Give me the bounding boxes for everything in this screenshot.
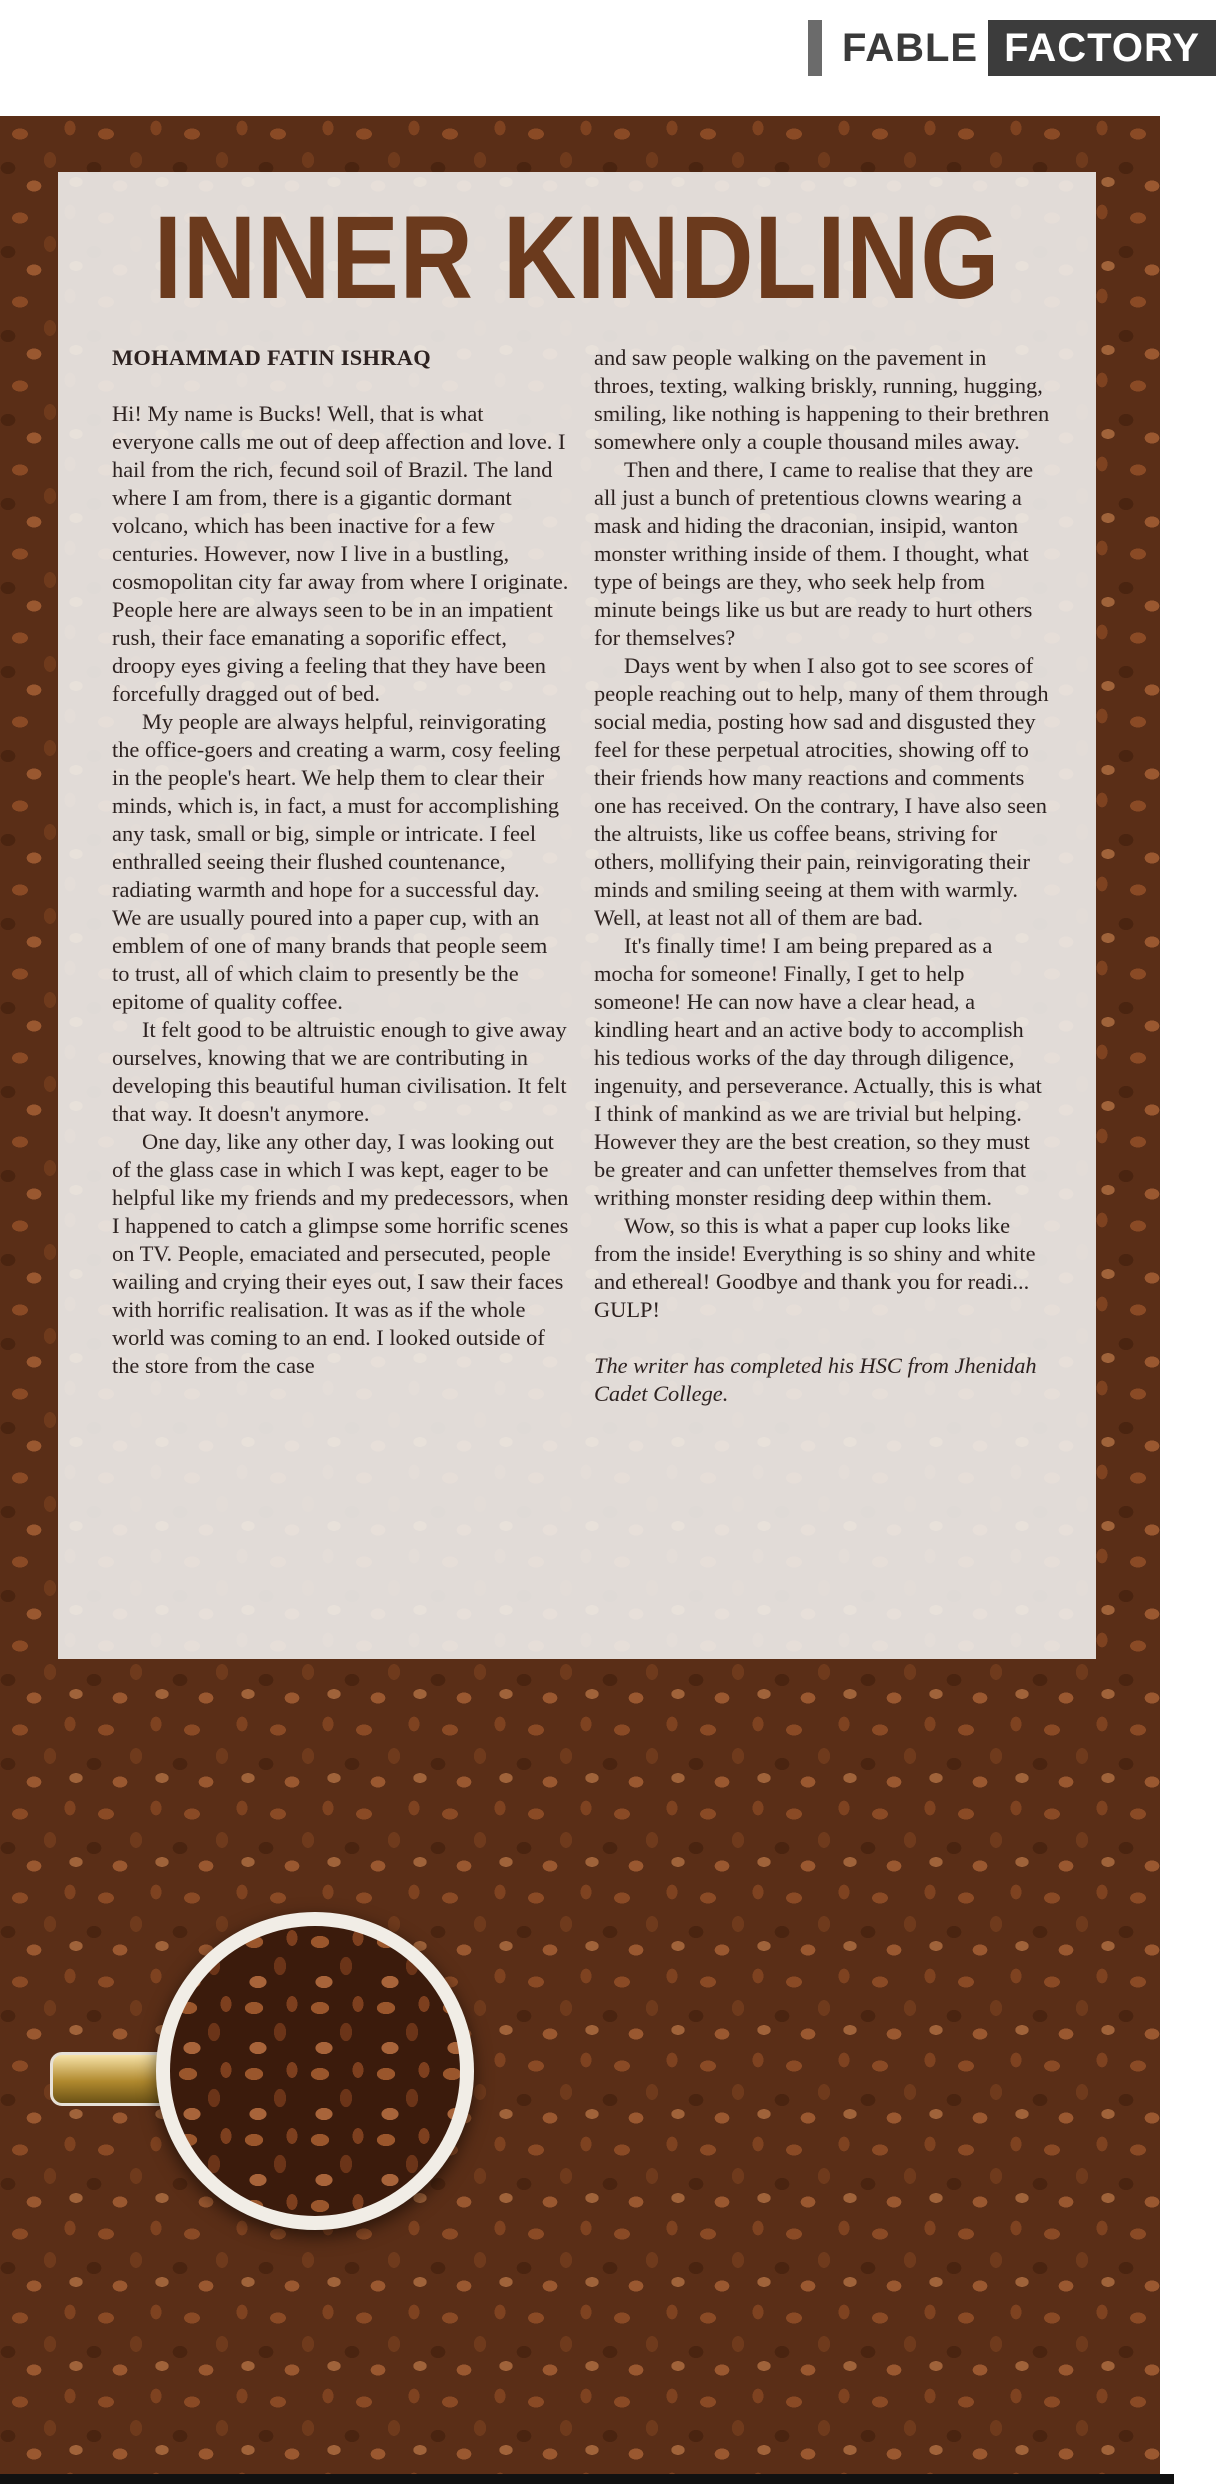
page-edge bbox=[1160, 116, 1174, 2484]
page-bottom-edge bbox=[0, 2474, 1174, 2484]
article-paragraph: My people are always helpful, reinvigorating the office-goers and creating a warm, cosy feeling in the people's heart. We help them to clear their minds, which is, in fact, a must for accomplishing any task, small or big, simple or intricate. I feel enthralled seeing their flushed countenance, radiating warmth and hope for a successful day. We are usually poured into a paper cup, with an emblem of one of many brands that people seem to trust, all of which claim to presently be the epitome of quality coffee. bbox=[112, 709, 561, 1014]
article-column-right bbox=[594, 344, 1050, 1408]
article-paragraph: Wow, so this is what a paper cup looks like from the inside! Everything is so shiny and white and ethereal! Goodbye and thank you for readi... GULP! bbox=[594, 1213, 1036, 1322]
author-byline: MOHAMMAD FATIN ISHRAQ bbox=[112, 345, 431, 370]
article-paragraph: It felt good to be altruistic enough to give away ourselves, knowing that we are contributing in developing this beautiful human civilisation. It felt that way. It doesn't anymore. bbox=[112, 1017, 567, 1126]
article-title: INNER KINDLING bbox=[153, 192, 1001, 324]
section-brand bbox=[808, 20, 1216, 76]
article-paragraph: Then and there, I came to realise that they are all just a bunch of pretentious clowns wearing a mask and hiding the draconian, insipid, wanton monster writhing inside of them. I thought, what type of beings are they, who seek help from minute beings like us but are ready to hurt others for themselves? bbox=[594, 457, 1034, 650]
article-paragraph: and saw people walking on the pavement in throes, texting, walking briskly, running, hugging, smiling, like nothing is happening to their brethren somewhere only a couple thousand miles away. bbox=[594, 345, 1050, 454]
article-column-left bbox=[112, 344, 570, 1380]
cup-rim bbox=[156, 1912, 474, 2230]
brand-word-fable: FABLE bbox=[842, 25, 979, 70]
article-paragraph: Days went by when I also got to see scores of people reaching out to help, many of them through social media, posting how sad and disgusted they feel for these perpetual atrocities, showing off to their friends how many reactions and comments one has received. On the contrary, I have also seen the altruists, like us coffee beans, striving for others, mollifying their pain, reinvigorating their minds and smiling seeing at them with warmly. Well, at least not all of them are bad. bbox=[594, 653, 1049, 930]
article-paragraph: Hi! My name is Bucks! Well, that is what everyone calls me out of deep affection and love. I hail from the rich, fecund soil of Brazil. The land where I am from, there is a gigantic dormant volcano, which has been inactive for a few centuries. However, now I live in a bustling, cosmopolitan city far away from where I originate. People here are always seen to be in an impatient rush, their face emanating a soporific effect, droopy eyes giving a feeling that they have been forcefully dragged out of bed. bbox=[112, 401, 569, 706]
cup-beans bbox=[170, 1926, 460, 2216]
article-paragraph: One day, like any other day, I was looking out of the glass case in which I was kept, eager to be helpful like my friends and my predecessors, when I happened to catch a glimpse some horrific scenes on TV. People, emaciated and persecuted, people wailing and crying their eyes out, I saw their faces with horrific realisation. It was as if the whole world was coming to an end. I looked outside of the store from the case bbox=[112, 1129, 569, 1378]
page-header bbox=[0, 0, 1201, 116]
writer-credit: The writer has completed his HSC from Jhenidah Cadet College. bbox=[594, 1353, 1037, 1406]
article-paragraph: It's finally time! I am being prepared as a mocha for someone! Finally, I get to help someone! He can now have a clear head, a kindling heart and an active body to accomplish his tedious works of the day through diligence, ingenuity, and perseverance. Actually, this is what I think of mankind as we are trivial but helping. However they are the best creation, so they must be greater and can unfetter themselves from that writhing monster residing deep within them. bbox=[594, 933, 1042, 1210]
brand-word-factory: FACTORY bbox=[988, 20, 1216, 76]
coffee-cup-illustration bbox=[50, 1912, 480, 2242]
brand-accent-bar bbox=[808, 20, 822, 76]
